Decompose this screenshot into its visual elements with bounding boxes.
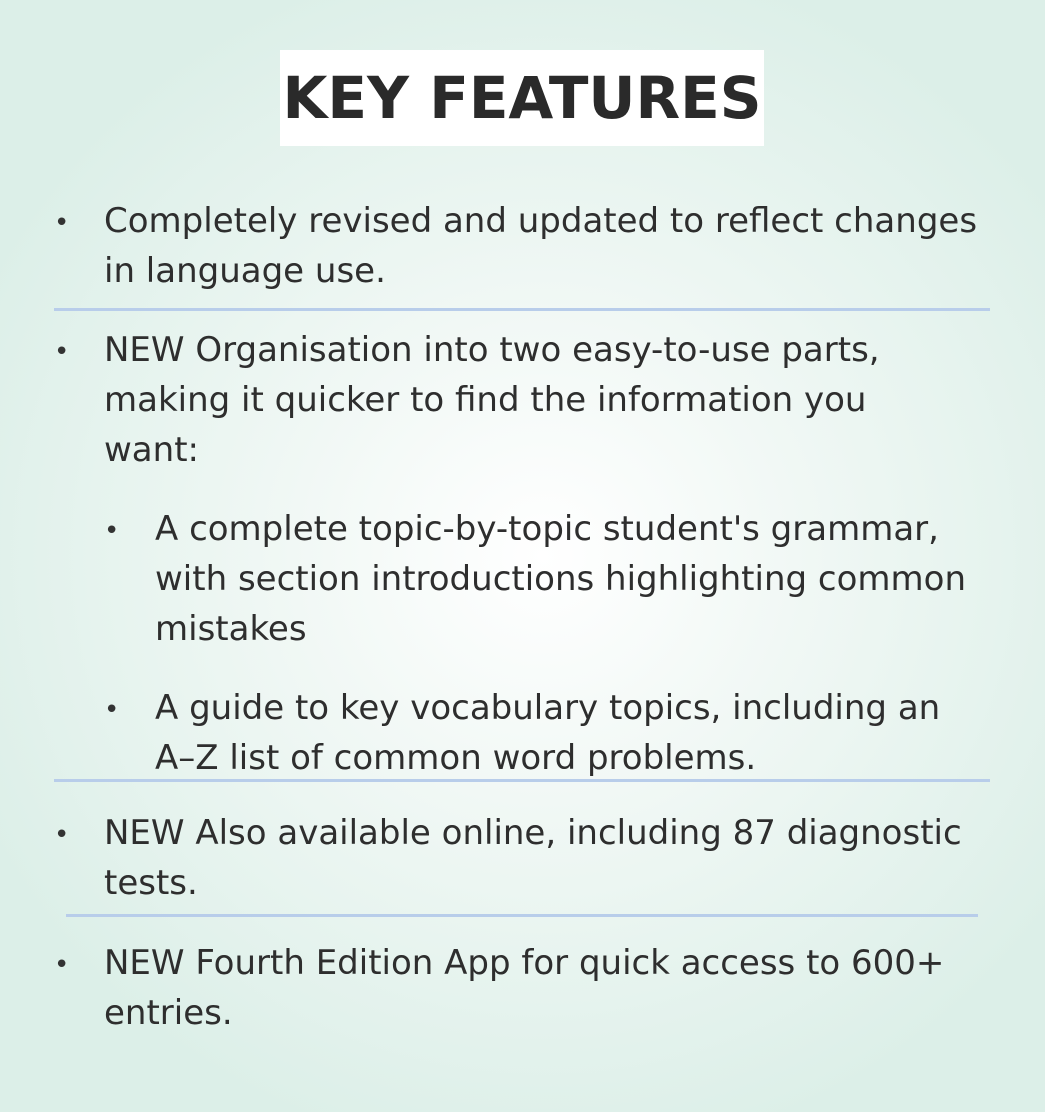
divider [66,914,978,917]
bullet-icon: • [54,337,70,367]
divider [54,308,990,311]
bullet-icon: • [104,516,120,546]
bullet-icon: • [54,820,70,850]
divider [54,779,990,782]
title-box [280,50,764,146]
feature-item-2: NEW Organisation into two easy-to-use parts, making it quicker to find the information you want: [104,330,880,470]
feature-subitem-2: A guide to key vocabulary topics, including an A–Z list of common word problems. [155,688,941,778]
feature-item-4: NEW Fourth Edition App for quick access to 600+ entries. [104,943,945,1033]
feature-subitem-1: A complete topic-by-topic student's grammar, with section introductions highlighting common mistakes [155,509,966,649]
bullet-icon: • [54,950,70,980]
bullet-icon: • [104,695,120,725]
feature-item-1: Completely revised and updated to reflect changes in language use. [104,201,978,291]
page-title: KEY FEATURES [282,64,762,132]
bullet-icon: • [54,208,70,238]
feature-item-3: NEW Also available online, including 87 diagnostic tests. [104,813,962,903]
